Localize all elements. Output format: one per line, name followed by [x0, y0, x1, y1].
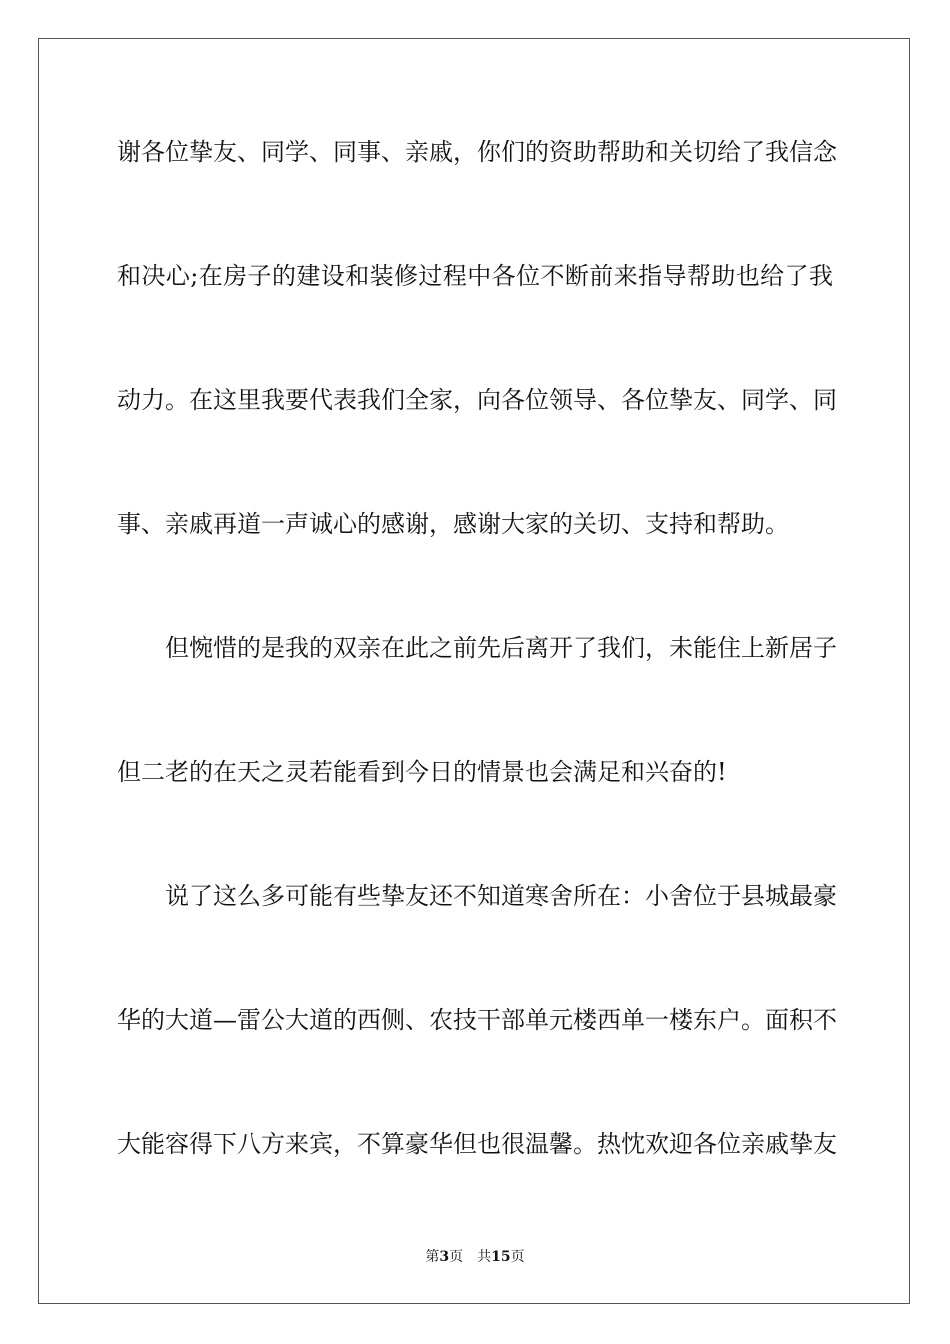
page-suffix: 页 [449, 1249, 464, 1265]
text-line: 动力。在这里我要代表我们全家，向各位领导、各位挚友、同学、同 [117, 386, 837, 414]
text-line: 但二老的在天之灵若能看到今日的情景也会满足和兴奋的! [117, 758, 727, 786]
total-page-count: 15 [491, 1249, 511, 1265]
page-footer [0, 1248, 950, 1266]
text-line: 事、亲戚再道一声诚心的感谢，感谢大家的关切、支持和帮助。 [117, 510, 789, 538]
text-line: 大能容得下八方来宾，不算豪华但也很温馨。热忱欢迎各位亲戚挚友 [117, 1130, 837, 1158]
current-page-number: 3 [439, 1249, 450, 1265]
total-prefix: 共 [477, 1249, 492, 1265]
page-prefix: 第 [425, 1249, 440, 1265]
paragraph-first-line: 但惋惜的是我的双亲在此之前先后离开了我们，未能住上新居子 [165, 634, 837, 662]
text-line: 华的大道—雷公大道的西侧、农技干部单元楼西单一楼东户。面积不 [117, 1006, 837, 1034]
text-line: 谢各位挚友、同学、同事、亲戚，你们的资助帮助和关切给了我信念 [117, 138, 837, 166]
paragraph-first-line: 说了这么多可能有些挚友还不知道寒舍所在：小舍位于县城最豪 [165, 882, 837, 910]
text-line: 和决心;在房子的建设和装修过程中各位不断前来指导帮助也给了我 [117, 262, 833, 290]
page-border [38, 38, 910, 1304]
total-suffix: 页 [510, 1249, 525, 1265]
